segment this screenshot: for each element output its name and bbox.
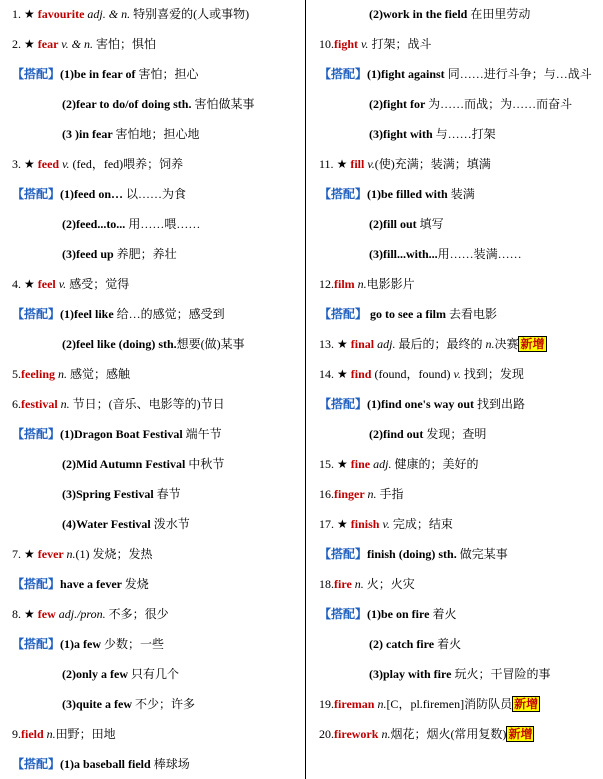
line-text: (3)fight with (369, 127, 436, 141)
line-text: (2)fight for (369, 97, 429, 111)
line-text: feel (37, 277, 59, 291)
collocation-label: 【搭配】 (319, 187, 368, 201)
star-icon: ★ (336, 157, 351, 171)
line-text: 不少；许多 (134, 697, 195, 711)
line-text: 着火 (432, 607, 457, 621)
line-text: 做完某事 (459, 547, 508, 561)
star-icon: ★ (24, 607, 38, 621)
line-text: 用……装满…… (437, 247, 522, 261)
line-text: 18. (319, 577, 334, 591)
line-text: 发现；查明 (426, 427, 487, 441)
line-text: (found，found) (374, 367, 454, 381)
line-text: adj. (373, 457, 395, 471)
vocab-line (12, 546, 153, 562)
line-text: 少数；一些 (104, 637, 165, 651)
star-icon: ★ (24, 7, 38, 21)
vocab-line (369, 126, 496, 142)
line-text: 害怕做某事 (194, 97, 255, 111)
new-badge: 新增 (508, 727, 533, 741)
line-text: [C，pl.firemen]消防队员 (386, 697, 513, 711)
line-text: 17. (319, 517, 337, 531)
vocab-line (319, 396, 525, 412)
line-text: v. (58, 277, 70, 291)
vocab-line (369, 6, 530, 22)
vocab-line (12, 756, 190, 772)
vocab-line (319, 546, 508, 562)
vocab-line (62, 216, 200, 232)
vocab-line (319, 36, 431, 52)
line-text: 特别喜爱的(人或事物) (133, 7, 250, 21)
line-text: (3)quite a few (62, 697, 135, 711)
line-text: (1)feel like (60, 307, 117, 321)
line-text: 害怕；担心 (138, 67, 199, 81)
collocation-label: 【搭配】 (12, 187, 61, 201)
line-text: 13. (319, 337, 337, 351)
line-text: 打架；战斗 (371, 37, 432, 51)
line-text: 14. (319, 367, 337, 381)
vocab-line (12, 306, 225, 322)
line-text: fear (37, 37, 62, 51)
star-icon: ★ (24, 547, 38, 561)
line-text: n. (66, 547, 76, 561)
collocation-label: 【搭配】 (12, 427, 61, 441)
star-icon: ★ (337, 337, 351, 351)
line-text: 泼水节 (153, 517, 190, 531)
collocation-label: 【搭配】 (12, 757, 61, 771)
collocation-label: 【搭配】 (12, 637, 61, 651)
line-text: favourite (37, 7, 88, 21)
star-icon: ★ (337, 367, 351, 381)
line-text: 感受；觉得 (69, 277, 130, 291)
line-text: fireman (334, 697, 378, 711)
vocab-line (319, 726, 534, 742)
line-text: 8. (12, 607, 24, 621)
line-text: n. (60, 397, 73, 411)
line-text: finger (334, 487, 368, 501)
vocab-line (319, 156, 491, 172)
new-badge: 新增 (514, 697, 539, 711)
line-text: 火；火灾 (366, 577, 415, 591)
line-text: n. (357, 277, 367, 291)
line-text: 7. (12, 547, 24, 561)
vocab-line (369, 216, 444, 232)
vocab-line (12, 366, 130, 382)
vocab-line (62, 336, 245, 352)
line-text: adj. (377, 337, 399, 351)
line-text: film (334, 277, 358, 291)
vocab-line (319, 306, 497, 322)
line-text: adj. & n. (87, 7, 134, 21)
line-text: (2)feel like (doing) sth. (62, 337, 177, 351)
line-text: n. (58, 367, 70, 381)
vocab-line (319, 276, 415, 292)
line-text: adj./pron. (58, 607, 109, 621)
line-text: have a fever (60, 577, 125, 591)
line-text: 最后的；最终的 (398, 337, 486, 351)
vocab-line (12, 636, 164, 652)
vocab-line (62, 666, 179, 682)
line-text: fever (37, 547, 67, 561)
line-text: 同……进行斗争；与…战斗 (447, 67, 592, 81)
line-text: finish (350, 517, 383, 531)
vocab-line (319, 486, 403, 502)
vocab-line (319, 576, 415, 592)
line-text: 中秋节 (188, 457, 225, 471)
line-text: festival (21, 397, 61, 411)
line-text: few (37, 607, 59, 621)
line-text: (1)a few (60, 637, 104, 651)
star-icon: ★ (337, 517, 351, 531)
vocab-line (12, 156, 183, 172)
line-text: n. (354, 577, 367, 591)
vocab-line (319, 456, 478, 472)
line-text: 玩火；干冒险的事 (454, 667, 551, 681)
line-text: 3. (12, 157, 24, 171)
vocab-line (12, 186, 186, 202)
line-text: n. (367, 487, 380, 501)
vocab-line (62, 126, 199, 142)
collocation-label: 【搭配】 (319, 607, 368, 621)
line-text: final (350, 337, 378, 351)
vocab-line (12, 396, 225, 412)
vocab-line (369, 426, 486, 442)
line-text: 在田里劳动 (470, 7, 531, 21)
line-text: (2)find out (369, 427, 427, 441)
line-text: (3)Spring Festival (62, 487, 157, 501)
vocab-line (12, 276, 129, 292)
vocab-line (319, 186, 475, 202)
vocab-line (12, 606, 169, 622)
line-text: (1)be filled with (367, 187, 451, 201)
line-text: 去看电影 (449, 307, 498, 321)
line-text: (3)feed up (62, 247, 117, 261)
line-text: 找到出路 (477, 397, 526, 411)
line-text: 不多；很少 (108, 607, 169, 621)
line-text: 害怕；惧怕 (95, 37, 156, 51)
line-text: (使)充满；装满；填满 (374, 157, 491, 171)
collocation-label: 【搭配】 (12, 67, 61, 81)
vocab-line (12, 66, 198, 82)
line-text: (2)fill out (369, 217, 420, 231)
line-text: 用……喂…… (128, 217, 201, 231)
collocation-label: 【搭配】 (12, 577, 61, 591)
line-text: 15. (319, 457, 337, 471)
line-text: (fed，fed)喂养；饲养 (72, 157, 184, 171)
line-text: feeling (21, 367, 58, 381)
line-text: fine (350, 457, 374, 471)
column-divider (305, 0, 306, 779)
line-text: (1)fight against (367, 67, 448, 81)
line-text: n. (377, 697, 387, 711)
line-text: 16. (319, 487, 334, 501)
line-text: fire (334, 577, 355, 591)
line-text: (1)be in fear of (60, 67, 139, 81)
line-text: n. (46, 727, 56, 741)
collocation-label: 【搭配】 (319, 67, 368, 81)
line-text: 感觉；感触 (70, 367, 131, 381)
line-text: firework (334, 727, 382, 741)
line-text: v. (62, 157, 73, 171)
line-text: 完成；结束 (392, 517, 453, 531)
line-text: 发烧 (124, 577, 149, 591)
line-text: 9. (12, 727, 21, 741)
line-text: 决赛 (494, 337, 519, 351)
line-text: 填写 (419, 217, 444, 231)
line-text: 烟花；烟火(常用复数) (390, 727, 507, 741)
vocab-line (369, 96, 572, 112)
line-text: 与……打架 (435, 127, 496, 141)
line-text: (1)Dragon Boat Festival (60, 427, 186, 441)
vocab-line (319, 366, 524, 382)
vocab-line (62, 246, 177, 262)
line-text: v. (453, 367, 464, 381)
line-text: (2)only a few (62, 667, 131, 681)
vocab-line (319, 516, 453, 532)
line-text: 健康的；美好的 (394, 457, 479, 471)
star-icon: ★ (24, 157, 38, 171)
line-text: 5. (12, 367, 21, 381)
line-text: 田野；田地 (55, 727, 116, 741)
line-text: v. (382, 517, 393, 531)
line-text: v. (361, 37, 372, 51)
line-text: (1)feed on… (60, 187, 127, 201)
line-text: 10. (319, 37, 334, 51)
line-text: 手指 (379, 487, 404, 501)
vocab-line (369, 666, 550, 682)
line-text: (1) 发烧；发热 (75, 547, 153, 561)
vocab-line (62, 456, 224, 472)
star-icon: ★ (337, 457, 351, 471)
line-text: find (350, 367, 375, 381)
line-text: 12. (319, 277, 334, 291)
vocab-line (369, 246, 522, 262)
line-text: 4. (12, 277, 24, 291)
line-text: finish (doing) sth. (367, 547, 460, 561)
line-text: 找到；发现 (463, 367, 524, 381)
collocation-label: 【搭配】 (12, 307, 61, 321)
collocation-label: 【搭配】 (319, 307, 368, 321)
line-text: 11. (319, 157, 337, 171)
line-text: 着火 (437, 637, 462, 651)
line-text: (3 )in fear (62, 127, 116, 141)
line-text: 给…的感觉；感受到 (116, 307, 225, 321)
line-text: 电影影片 (366, 277, 415, 291)
line-text: (1)a baseball field (60, 757, 154, 771)
line-text: v. & n. (61, 37, 96, 51)
line-text: n. (485, 337, 495, 351)
vocab-line (12, 726, 116, 742)
line-text: 春节 (156, 487, 181, 501)
star-icon: ★ (24, 277, 38, 291)
vocab-line (319, 696, 540, 712)
line-text: (2)feed...to... (62, 217, 129, 231)
line-text: 2. (12, 37, 24, 51)
line-text: 19. (319, 697, 334, 711)
vocab-line (62, 96, 254, 112)
line-text: feed (37, 157, 63, 171)
line-text: 想要(做)某事 (176, 337, 245, 351)
line-text: 端午节 (185, 427, 222, 441)
line-text: fill (350, 157, 368, 171)
line-text: 1. (12, 7, 24, 21)
line-text: (2)work in the field (369, 7, 471, 21)
collocation-label: 【搭配】 (319, 397, 368, 411)
line-text: 6. (12, 397, 21, 411)
new-badge: 新增 (520, 337, 545, 351)
line-text: 装满 (450, 187, 475, 201)
line-text: 为……而战；为……而奋斗 (428, 97, 573, 111)
line-text: (3)fill...with... (369, 247, 438, 261)
vocab-line (62, 696, 195, 712)
line-text: 棒球场 (153, 757, 190, 771)
line-text: v. (367, 157, 375, 171)
vocab-line (62, 516, 190, 532)
line-text: 害怕地；担心地 (115, 127, 200, 141)
vocab-line (319, 606, 456, 622)
line-text: field (21, 727, 47, 741)
line-text: (1)find one's way out (367, 397, 478, 411)
line-text: 20. (319, 727, 334, 741)
line-text: fight (334, 37, 361, 51)
vocab-line (12, 36, 156, 52)
line-text: (1)be on fire (367, 607, 433, 621)
line-text: (2)Mid Autumn Festival (62, 457, 189, 471)
vocab-line (12, 426, 222, 442)
vocab-line (62, 486, 181, 502)
line-text: n. (381, 727, 391, 741)
line-text: 只有几个 (131, 667, 180, 681)
line-text: (3)play with fire (369, 667, 455, 681)
line-text: 节日；(音乐、电影等的)节日 (72, 397, 225, 411)
line-text: 以……为食 (126, 187, 187, 201)
vocab-line (12, 576, 149, 592)
vocab-line (12, 6, 249, 22)
vocab-line (319, 66, 592, 82)
star-icon: ★ (24, 37, 38, 51)
line-text: go to see a film (367, 307, 449, 321)
vocab-line (319, 336, 547, 352)
vocab-line (369, 636, 461, 652)
line-text: (4)Water Festival (62, 517, 154, 531)
line-text: (2) catch fire (369, 637, 438, 651)
line-text: (2)fear to do/of doing sth. (62, 97, 195, 111)
collocation-label: 【搭配】 (319, 547, 368, 561)
line-text: 养肥；养壮 (116, 247, 177, 261)
